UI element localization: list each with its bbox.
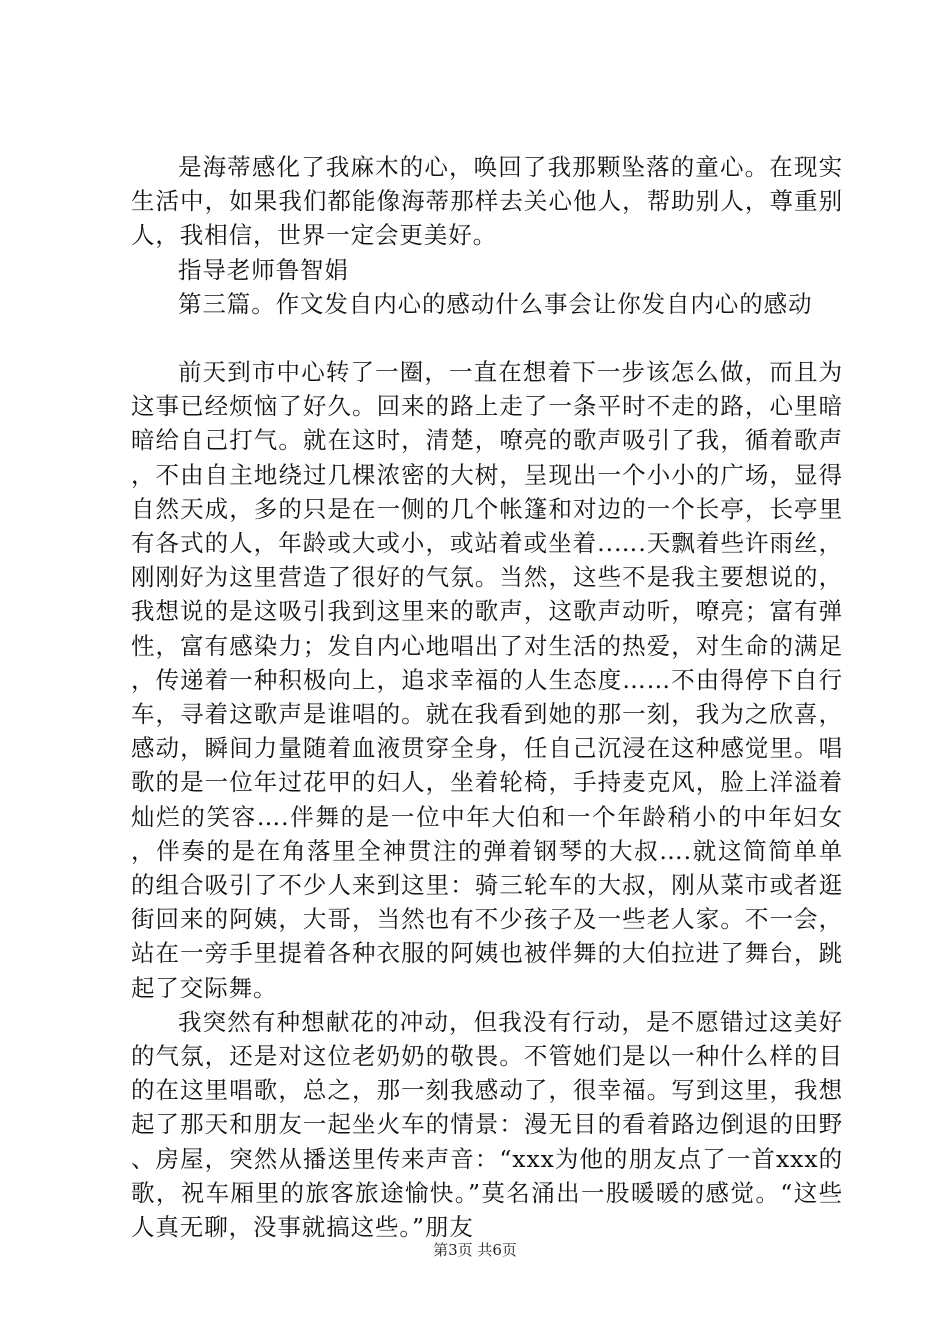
paragraph-teacher-credit: 指导老师鲁智娟 [178, 255, 349, 284]
document-body [131, 150, 843, 1244]
paragraph-haidi-conclusion: 是海蒂感化了我麻木的心，唤回了我那颗坠落的童心。在现实生活中，如果我们都能像海蒂那样去关心他人，帮助别人，尊重别人，我相信，世界一定会更美好。 [131, 153, 843, 250]
page-number-footer: 第3页 共6页 [433, 1241, 517, 1259]
paragraph-square-singing: 前天到市中心转了一圈，一直在想着下一步该怎么做，而且为这事已经烦恼了好久。回来的路上走了一条平时不走的路，心里暗暗给自己打气。就在这时，清楚，嘹亮的歌声吸引了我，循着歌声，不由自主地绕过几棵浓密的大树，呈现出一个小小的广场，显得自然天成，多的只是在一侧的几个帐篷和对边的一个长亭，长亭里有各式的人，年龄或大或小，或站着或坐着..….天飘着些许雨丝，刚刚好为这里营造了很好的气氛。当然，这些不是我主要想说的，我想说的是这吸引我到这里来的歌声，这歌声动听，嘹亮；富有弹性，富有感染力；发自内心地唱出了对生活的热爱，对生命的满足，传递着一种积极向上，追求幸福的人生态度……不由得停下自行车，寻着这歌声是谁唱的。就在我看到她的那一刻，我为之欣喜，感动，瞬间力量随着血液贯穿全身，任自己沉浸在这种感觉里。唱歌的是一位年过花甲的妇人，坐着轮椅，手持麦克风，脸上洋溢着灿烂的笑容….伴舞的是一位中年大伯和一个年龄稍小的中年妇女，伴奏的是在角落里全神贯注的弹着钢琴的大叔….就这简简单单的组合吸引了不少人来到这里：骑三轮车的大叔，刚从菜市或者逛街回来的阿姨，大哥，当然也有不少孩子及一些老人家。不一会，站在一旁手里提着各种衣服的阿姨也被伴舞的大伯拉进了舞台，跳起了交际舞。 [131, 358, 843, 1002]
blank-line [131, 321, 843, 355]
paragraph-train-memory: 我突然有种想献花的冲动，但我没有行动，是不愿错过这美好的气氛，还是对这位老奶奶的敬畏。不管她们是以一种什么样的目的在这里唱歌，总之，那一刻我感动了，很幸福。写到这里，我想起了那天和朋友一起坐火车的情景：漫无目的看着路边倒退的田野、房屋，突然从播送里传来声音：“xxx为他的朋友点了一首xxx的歌，祝车厢里的旅客旅途愉快。”莫名涌出一股暖暖的感觉。“这些人真无聊，没事就搞这些。”朋友 [131, 1007, 843, 1242]
paragraph-section-heading: 第三篇。作文发自内心的感动什么事会让你发自内心的感动 [178, 289, 813, 318]
